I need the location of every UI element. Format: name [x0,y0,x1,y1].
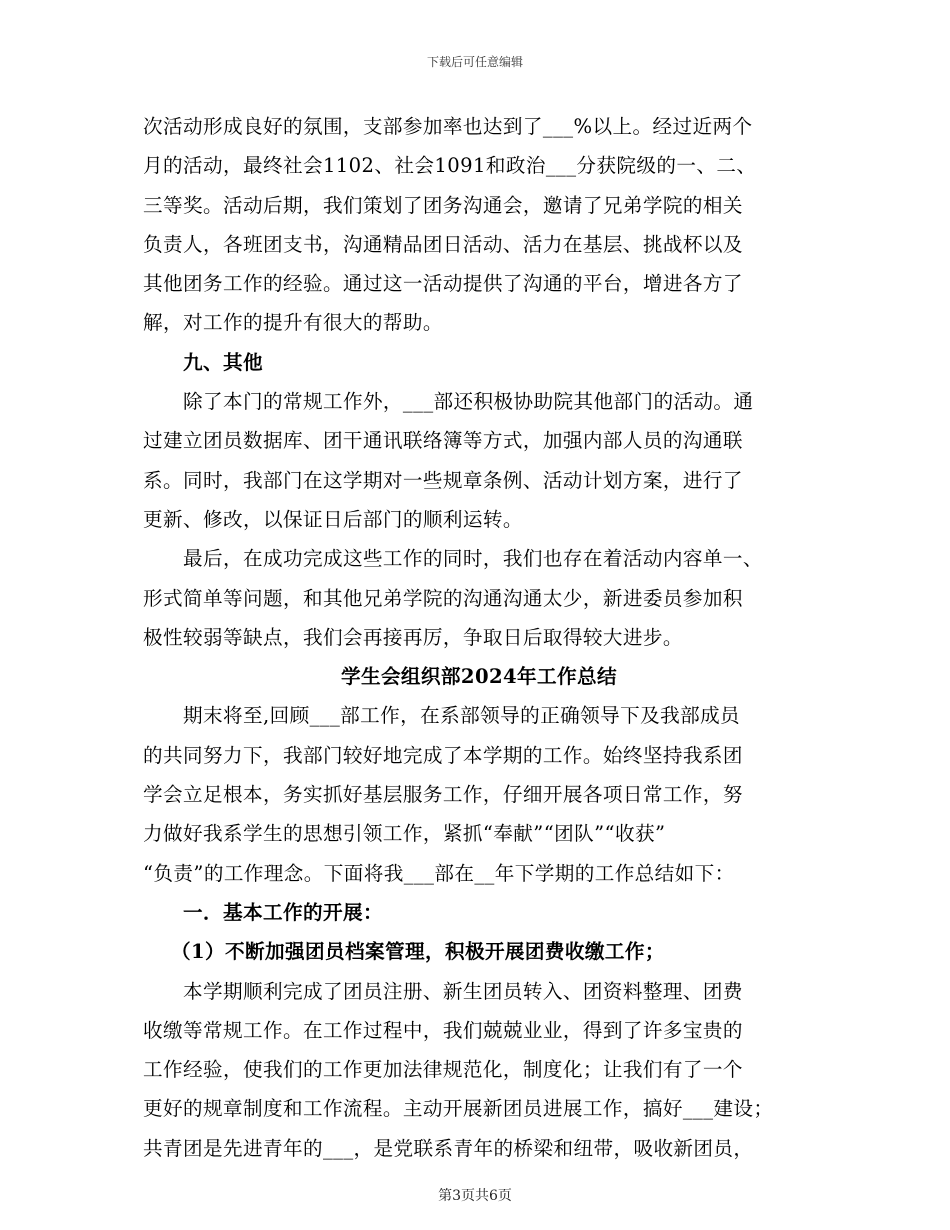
subsection-heading: （1）不断加强团员档案管理，积极开展团费收缴工作； [171,940,665,964]
section-heading: 一．基本工作的开展： [183,900,383,924]
body-line: 力做好我系学生的思想引领工作，紧抓“奉献”“团队”“收获” [143,822,666,846]
body-line: 次活动形成良好的氛围，支部参加率也达到了___%以上。经过近两个 [143,115,753,138]
paragraph-start-line: 期末将至,回顾___部工作，在系部领导的正确领导下及我部成员 [183,704,741,728]
body-line: 解，对工作的提升有很大的帮助。 [143,311,443,335]
body-line: 极性较弱等缺点，我们会再接再厉，争取日后取得较大进步。 [143,625,683,649]
document-body [143,107,815,1168]
body-line: 的共同努力下，我部门较好地完成了本学期的工作。始终坚持我系团 [143,743,743,767]
page-number-footer: 第3页共6页 [438,1188,512,1204]
body-line: 三等奖。活动后期，我们策划了团务沟通会，邀请了兄弟学院的相关 [143,193,743,217]
document-title: 学生会组织部2024年工作总结 [340,665,618,689]
body-line: 系。同时，我部门在这学期对一些规章条例、活动计划方案，进行了 [143,468,743,492]
body-line: 工作经验，使我们的工作更加法律规范化，制度化；让我们有了一个 [143,1058,743,1082]
body-line: 其他团务工作的经验。通过这一活动提供了沟通的平台，增进各方了 [143,272,743,296]
paragraph-start-line: 除了本门的常规工作外，___部还积极协助院其他部门的活动。通 [183,390,754,414]
section-heading: 九、其他 [183,350,263,374]
body-line: 形式简单等问题，和其他兄弟学院的沟通沟通太少，新进委员参加积 [143,586,743,610]
page-header-note: 下载后可任意编辑 [426,55,523,69]
paragraph-start-line: 本学期顺利完成了团员注册、新生团员转入、团资料整理、团费 [183,979,743,1003]
body-line: 共青团是先进青年的___，是党联系青年的桥梁和纽带，吸收新团员， [143,1136,754,1160]
body-line: 更新、修改，以保证日后部门的顺利运转。 [143,507,523,531]
body-line: 月的活动，最终社会1102、社会1091和政治___分获院级的一、二、 [143,154,757,178]
paragraph-start-line: 最后，在成功完成这些工作的同时，我们也存在着活动内容单一、 [183,547,763,571]
body-line: 更好的规章制度和工作流程。主动开展新团员进展工作，搞好___建设； [143,1097,774,1121]
body-line: 负责人，各班团支书，沟通精品团日活动、活力在基层、挑战杯以及 [143,232,743,256]
body-line: 收缴等常规工作。在工作过程中，我们兢兢业业，得到了许多宝贵的 [143,1018,743,1042]
body-line: “负责”的工作理念。下面将我___部在__年下学期的工作总结如下： [143,861,735,885]
body-line: 过建立团员数据库、团干通讯联络簿等方式，加强内部人员的沟通联 [143,429,743,453]
body-line: 学会立足根本，务实抓好基层服务工作，仔细开展各项日常工作，努 [143,783,743,807]
